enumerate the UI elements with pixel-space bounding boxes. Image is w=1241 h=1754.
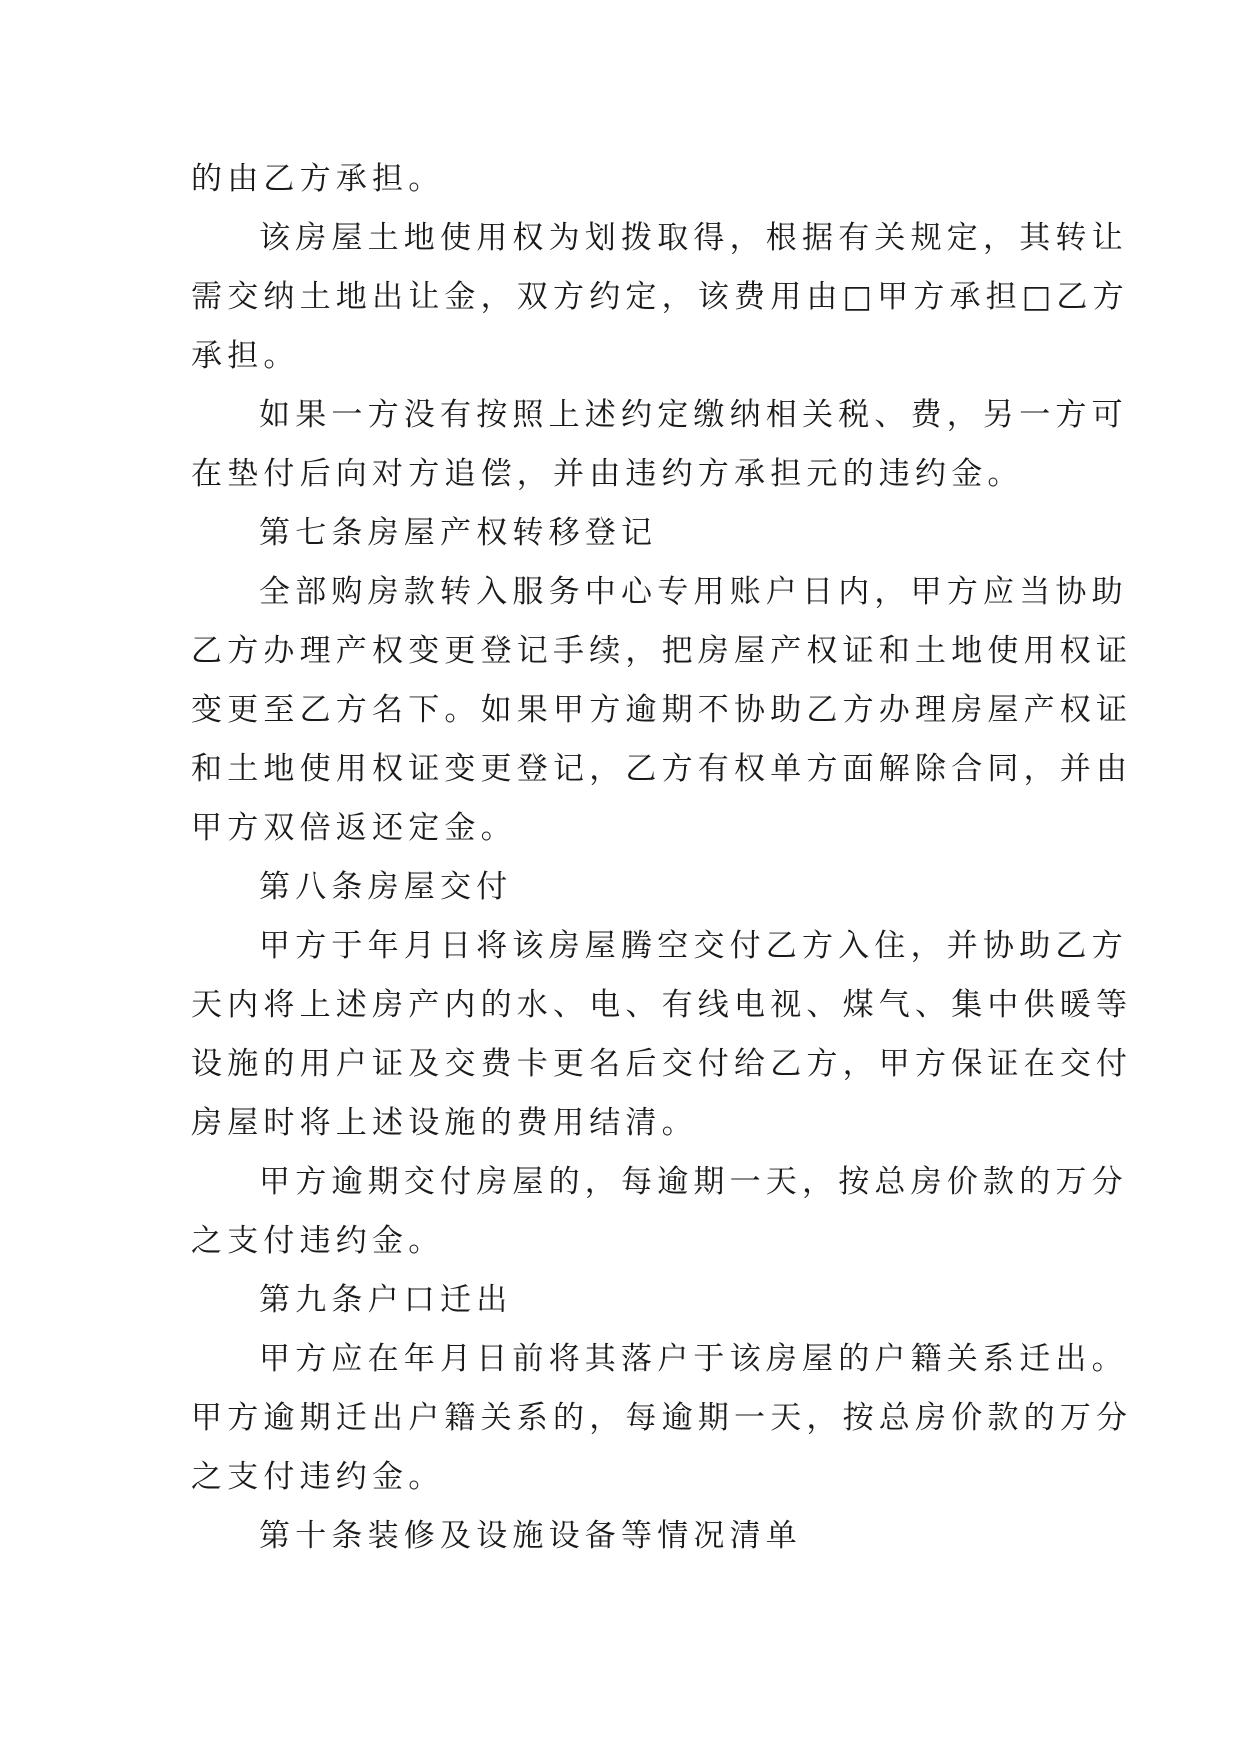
section-heading-8: 第八条房屋交付	[259, 869, 513, 905]
text-line: 甲方逾期迁出户籍关系的，每逾期一天，按总房价款的万分	[191, 1400, 1133, 1436]
text-line: 天内将上述房产内的水、电、有线电视、煤气、集中供暖等	[191, 987, 1133, 1023]
text-line: 甲方应在年月日前将其落户于该房屋的户籍关系迁出。	[259, 1341, 1128, 1377]
section-heading-10: 第十条装修及设施设备等情况清单	[259, 1518, 802, 1554]
text-line: 全部购房款转入服务中心专用账户日内，甲方应当协助	[259, 574, 1128, 610]
text-line: 甲方于年月日将该房屋腾空交付乙方入住，并协助乙方	[259, 928, 1128, 964]
text-line: 在垫付后向对方追偿，并由违约方承担元的违约金。	[191, 456, 1024, 492]
text-line: 之支付违约金。	[191, 1223, 445, 1259]
text-line: 和土地使用权证变更登记，乙方有权单方面解除合同，并由	[191, 751, 1133, 787]
text-line: 乙方办理产权变更登记手续，把房屋产权证和土地使用权证	[191, 633, 1133, 669]
text-line: 承担。	[191, 338, 300, 374]
text-line: 变更至乙方名下。如果甲方逾期不协助乙方办理房屋产权证	[191, 692, 1133, 728]
text-line: 房屋时将上述设施的费用结清。	[191, 1105, 698, 1141]
text-line: 该房屋土地使用权为划拨取得，根据有关规定，其转让	[259, 220, 1128, 256]
text-line: 甲方逾期交付房屋的，每逾期一天，按总房价款的万分	[259, 1164, 1128, 1200]
section-heading-9: 第九条户口迁出	[259, 1282, 513, 1318]
text-line: 设施的用户证及交费卡更名后交付给乙方，甲方保证在交付	[191, 1046, 1133, 1082]
text-line: 需交纳土地出让金，双方约定，该费用由□甲方承担□乙方	[191, 279, 1129, 315]
text-line: 的由乙方承担。	[191, 161, 445, 197]
document-body	[191, 150, 1133, 1566]
text-line: 如果一方没有按照上述约定缴纳相关税、费，另一方可	[259, 397, 1128, 433]
section-heading-7: 第七条房屋产权转移登记	[259, 515, 658, 551]
text-line: 之支付违约金。	[191, 1459, 445, 1495]
text-line: 甲方双倍返还定金。	[191, 810, 517, 846]
